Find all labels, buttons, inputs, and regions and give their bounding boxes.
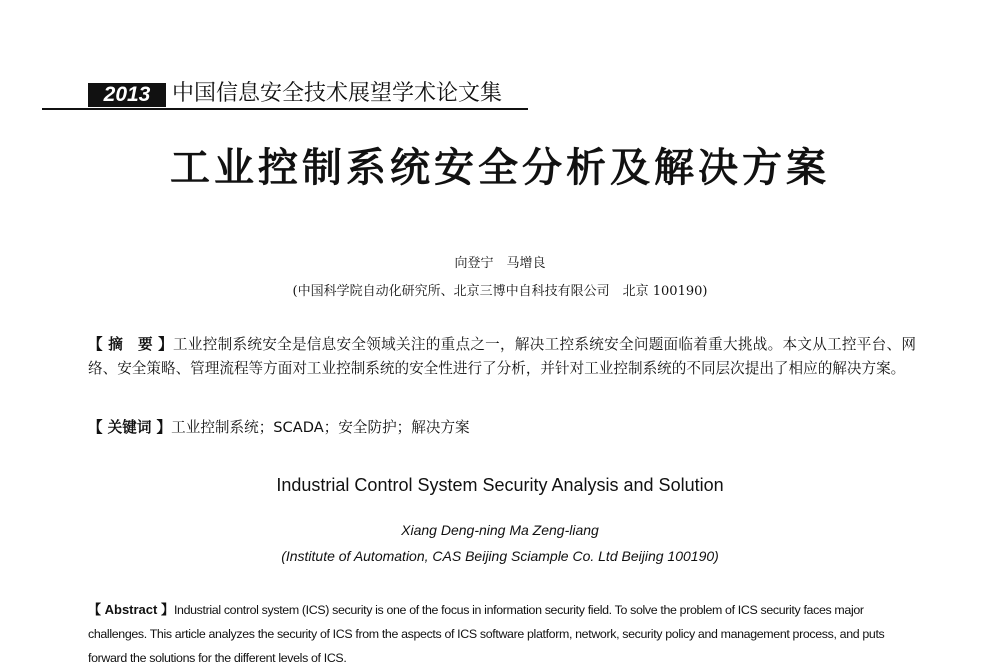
series-title: 中国信息安全技术展望学术论文集: [172, 81, 503, 106]
abstract-cn-label: 【 摘 要 】: [88, 336, 174, 353]
authors-cn: 向登宁 马增良: [454, 256, 546, 271]
paper-title-en: Industrial Control System Security Analysis and Solution: [276, 475, 724, 495]
paper-title-cn: 工业控制系统安全分析及解决方案: [170, 145, 830, 191]
abstract-en-text: Industrial control system (ICS) security is one of the focus in information security field. To solve the problem of ICS security faces major challenges. This article analyzes the security of ICS from the aspects of ICS software platform, network, security policy and management process, and puts forward the solutions for the different levels of ICS.: [88, 603, 885, 665]
affiliation-en: (Institute of Automation, CAS Beijing Sciample Co. Ltd Beijing 100190): [281, 548, 719, 564]
keywords-cn-label: 【 关键词 】: [88, 419, 172, 436]
affiliation-cn: (中国科学院自动化研究所、北京三博中自科技有限公司 北京 100190): [292, 284, 708, 299]
header-rule: [42, 108, 528, 110]
keywords-cn: [88, 416, 916, 440]
abstract-en-label: 【 Abstract 】: [88, 602, 174, 617]
keywords-cn-text: 工业控制系统；SCADA；安全防护；解决方案: [171, 419, 470, 436]
year-badge: 2013: [88, 83, 166, 107]
abstract-cn: [88, 333, 916, 381]
abstract-en: [88, 598, 908, 670]
abstract-cn-text: 工业控制系统安全是信息安全领域关注的重点之一，解决工控系统安全问题面临着重大挑战。本文从工控平台、网络、安全策略、管理流程等方面对工业控制系统的安全性进行了分析，并针对工业控制系统的不同层次提出了相应的解决方案。: [88, 336, 916, 377]
authors-en: Xiang Deng-ning Ma Zeng-liang: [401, 522, 599, 538]
